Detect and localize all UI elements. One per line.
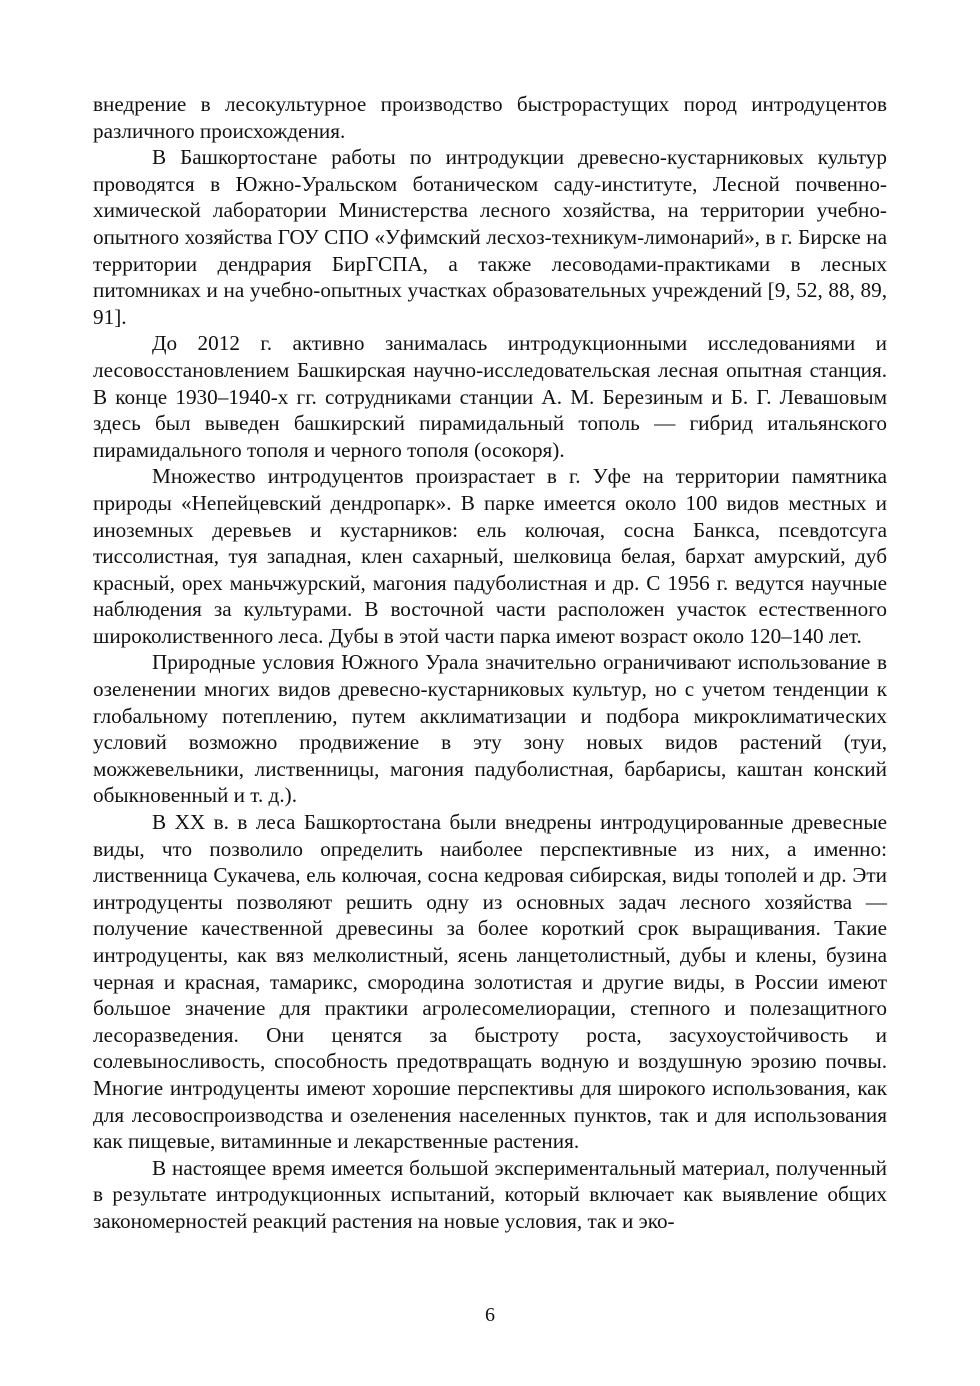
page-number: 6 [485, 1304, 495, 1326]
document-body [93, 91, 887, 1235]
paragraph-natural-conditions: Природные условия Южного Урала значительно ограничивают использование в озеленении многих видов древесно-кустарниковых культур, но с учетом тенденции к глобальному потеплению, путем акклиматизации и подбора микроклиматических условий возможно продвижение в эту зону новых видов растений (туи, можжевельники, лиственницы, магония падуболистная, барбарисы, каштан конский обыкновенный и т. д.). [93, 650, 887, 808]
paragraph-research-station: До 2012 г. активно занималась интродукционными исследованиями и лесовосстановлением Башкирская научно-исследовательская лесная опытная станция. В конце 1930–1940-х гг. сотрудниками станции А. М. Березиным и Б. Г. Левашовым здесь был выведен башкирский пирамидальный тополь — гибрид итальянского пирамидального тополя и черного тополя (осокоря). [93, 331, 887, 462]
paragraph-experimental-material: В настоящее время имеется большой экспериментальный материал, полученный в результате интродукционных испытаний, который включает как выявление общих закономерностей реакций растения на новые условия, так и эко- [93, 1155, 887, 1233]
paragraph-dendropark: Множество интродуцентов произрастает в г. Уфе на территории памятника природы «Непейцевский дендропарк». В парке имеется около 100 видов местных и иноземных деревьев и кустарников: ель колючая, сосна Банкса, псевдотсуга тиссолистная, туя западная, клен сахарный, шелковица белая, бархат амурский, дуб красный, орех маньчжурский, магония падуболистная и др. С 1956 г. ведутся научные наблюдения за культурами. В восточной части расположен участок естественного широколиственного леса. Дубы в этой части парка имеют возраст около 120–140 лет. [93, 464, 887, 648]
paragraph-xx-century: В XX в. в леса Башкортостана были внедрены интродуцированные древесные виды, что позволило определить наиболее перспективные из них, а именно: лиственница Сукачева, ель колючая, сосна кедровая сибирская, виды тополей и др. Эти интродуценты позволяют решить одну из основных задач лесного хозяйства — получение качественной древесины за более короткий срок выращивания. Такие интродуценты, как вяз мелколистный, ясень ланцетолистный, дубы и клены, бузина черная и красная, тамарикс, смородина золотистая и другие виды, в России имеют большое значение для практики агролесомелиорации, степного и полезащитного лесоразведения. Они ценятся за быстроту роста, засухоустойчивость и солевыносливость, способность предотвращать водную и воздушную эрозию почвы. Многие интродуценты имеют хорошие перспективы для широкого использования, как для лесовоспроизводства и озеленения населенных пунктов, так и для использования как пищевые, витаминные и лекарственные растения. [93, 810, 887, 1154]
paragraph-continuation: внедрение в лесокультурное производство быстрорастущих пород интродуцентов различного происхождения. [93, 92, 887, 143]
paragraph-introduction-centers: В Башкортостане работы по интродукции древесно-кустарниковых культур проводятся в Южно-Уральском ботаническом саду-институте, Лесной почвенно-химической лаборатории Министерства лесного хозяйства, на территории учебно-опытного хозяйства ГОУ СПО «Уфимский лесхоз-техникум-лимонарий», в г. Бирске на территории дендрария БирГСПА, а также лесоводами-практиками в лесных питомниках и на учебно-опытных участках образовательных учреждений [9, 52, 88, 89, 91]. [93, 145, 887, 329]
